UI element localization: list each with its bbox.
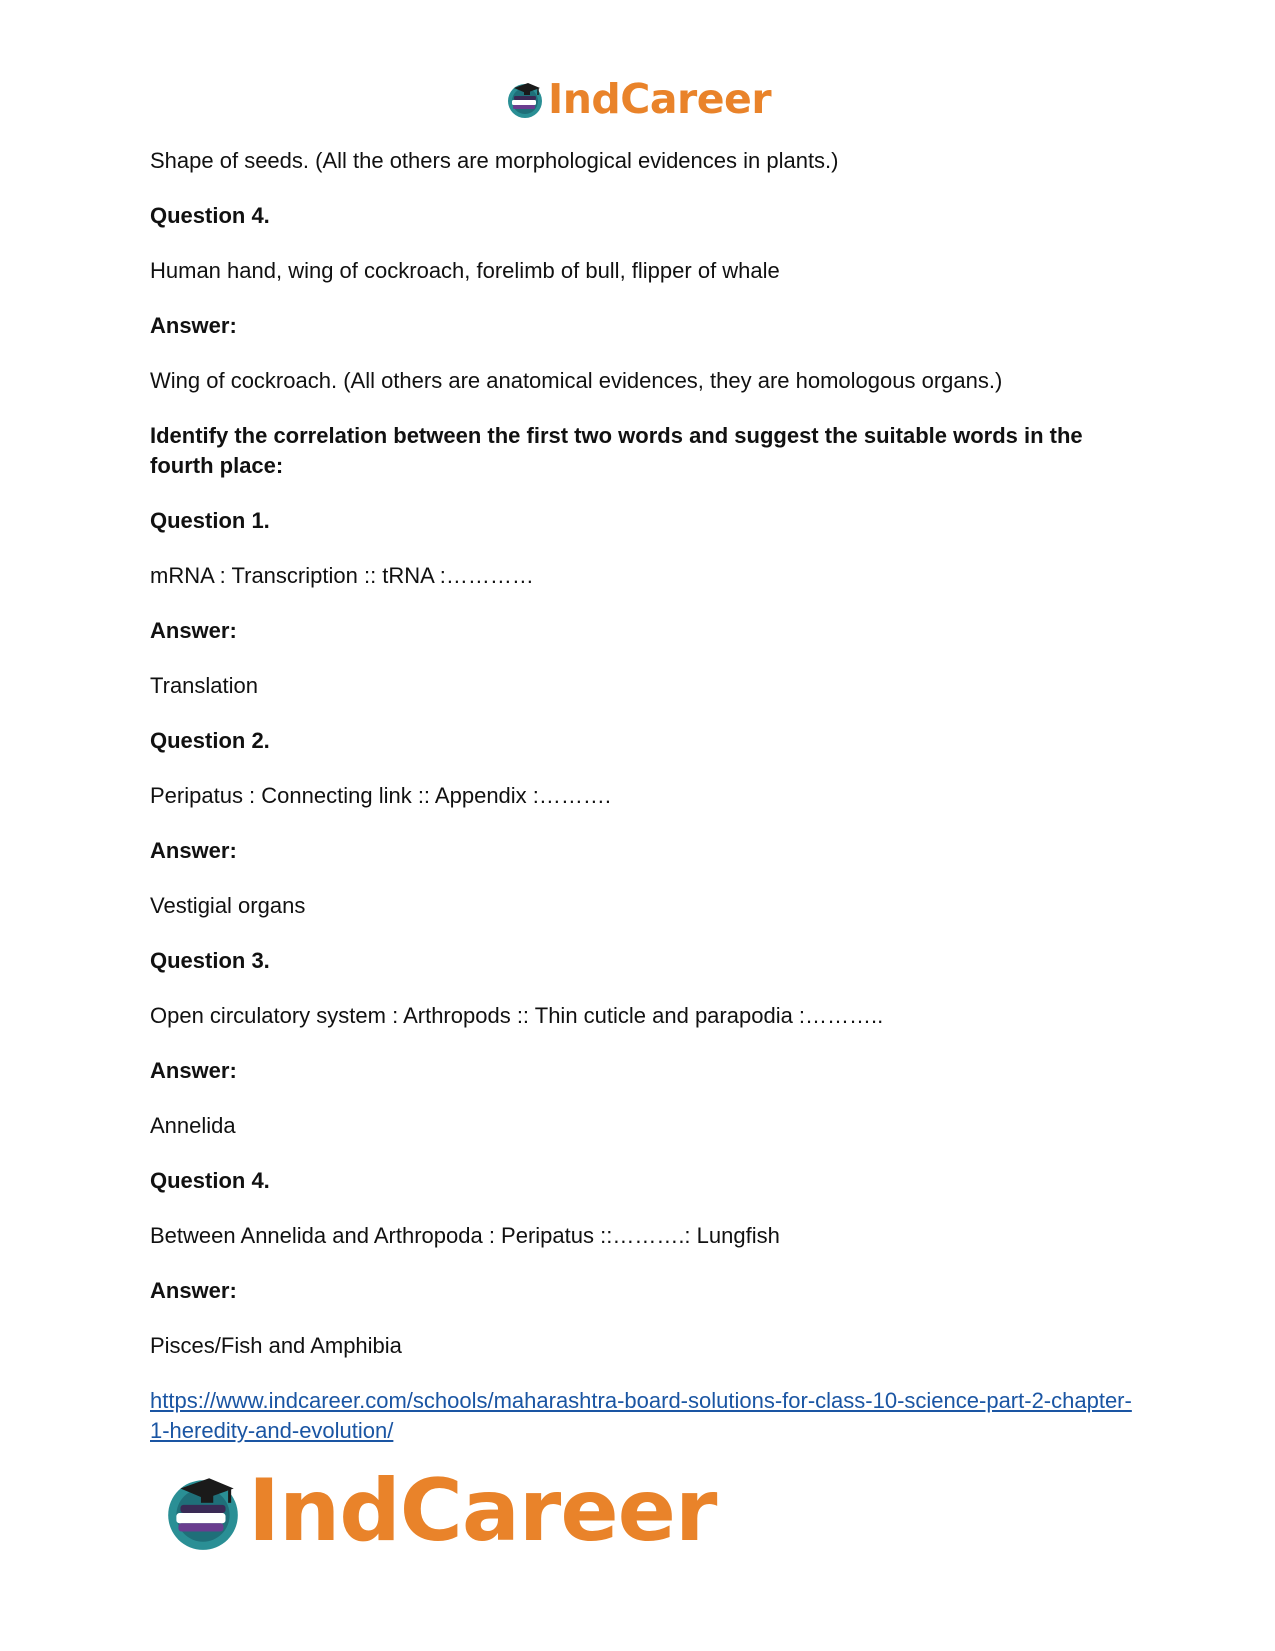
footer-logo: [160, 1461, 717, 1561]
header-logo-text: IndCareer: [547, 74, 772, 123]
body-text: Annelida: [150, 1113, 236, 1138]
heading-text: Question 1.: [150, 508, 270, 533]
heading-text: Question 4.: [150, 1168, 270, 1193]
body-text: Pisces/Fish and Amphibia: [150, 1333, 402, 1358]
body-text: Vestigial organs: [150, 893, 306, 918]
heading-text: Answer:: [150, 1058, 237, 1083]
footer-logo-text: IndCareer: [248, 1461, 717, 1561]
heading-text: Question 3.: [150, 948, 270, 973]
body-text: Human hand, wing of cockroach, forelimb of bull, flipper of whale: [150, 258, 780, 283]
heading-text: Question 2.: [150, 728, 270, 753]
indcareer-logo-icon: [160, 1468, 246, 1554]
body-text: Peripatus : Connecting link :: Appendix :……….: [150, 783, 612, 808]
body-text: Open circulatory system : Arthropods :: Thin cuticle and parapodia :………..: [150, 1003, 884, 1028]
body-text: Between Annelida and Arthropoda : Peripatus ::……….: Lungfish: [150, 1223, 780, 1248]
document-body: [150, 146, 1140, 1446]
source-link[interactable]: https://www.indcareer.com/schools/maharashtra-board-solutions-for-class-10-science-part-2-chapter-1-heredity-and-evolution/: [150, 1388, 1132, 1443]
body-text: mRNA : Transcription :: tRNA :…………: [150, 563, 534, 588]
indcareer-logo-icon: [504, 78, 546, 120]
heading-text: Answer:: [150, 838, 237, 863]
heading-text: Identify the correlation between the first two words and suggest the suitable words in the fourth place:: [150, 423, 1083, 478]
body-text: Shape of seeds. (All the others are morphological evidences in plants.): [150, 148, 839, 173]
heading-text: Answer:: [150, 618, 237, 643]
heading-text: Answer:: [150, 313, 237, 338]
header-logo: [0, 74, 1275, 123]
heading-text: Question 4.: [150, 203, 270, 228]
heading-text: Answer:: [150, 1278, 237, 1303]
body-text: Wing of cockroach. (All others are anatomical evidences, they are homologous organs.): [150, 368, 1003, 393]
body-text: Translation: [150, 673, 259, 698]
